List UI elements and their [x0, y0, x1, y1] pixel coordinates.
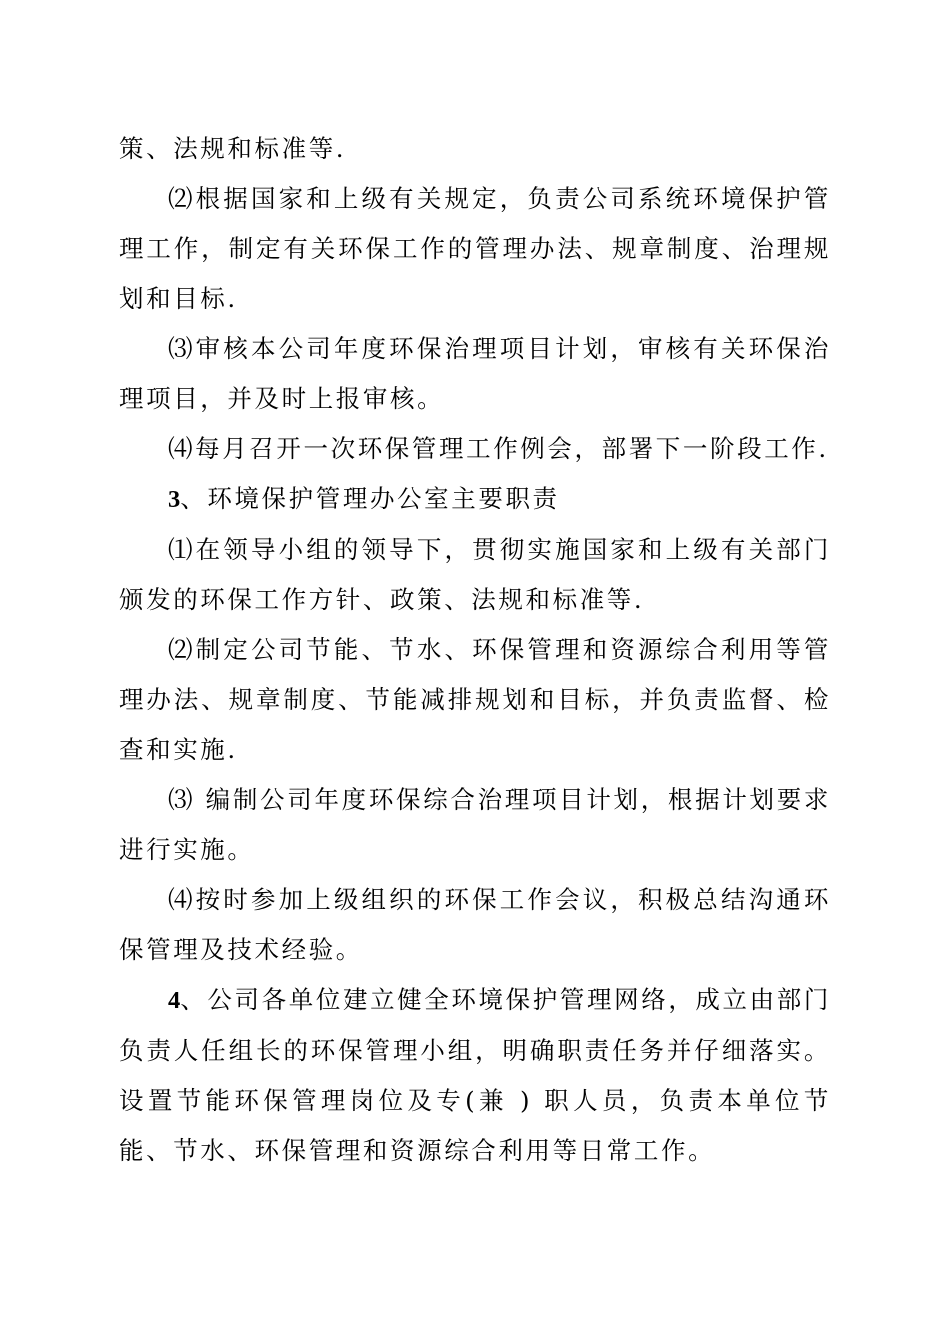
section-number: 3	[168, 486, 181, 513]
paragraph-item-3: ⑶审核本公司年度环保治理项目计划，审核有关环保治理项目，并及时上报审核。	[119, 334, 831, 413]
paragraph-item-2b: ⑵制定公司节能、节水、环保管理和资源综合利用等管理办法、规章制度、节能减排规划和目标，并负责监督、检查和实施.	[119, 635, 831, 764]
paragraph-item-2: ⑵根据国家和上级有关规定，负责公司系统环境保护管理工作，制定有关环保工作的管理办法、规章制度、治理规划和目标.	[119, 184, 831, 313]
paragraph-item-1: ⑴在领导小组的领导下，贯彻实施国家和上级有关部门颁发的环保工作方针、政策、法规和标准等.	[119, 535, 831, 614]
paragraph-item-4: ⑷每月召开一次环保管理工作例会，部署下一阶段工作.	[168, 434, 829, 463]
document-body	[119, 124, 831, 1176]
section-heading-text: 、环境保护管理办公室主要职责	[180, 484, 560, 513]
paragraph-item-4b: ⑷按时参加上级组织的环保工作会议，积极总结沟通环保管理及技术经验。	[119, 885, 831, 964]
paragraph-item-3b: ⑶ 编制公司年度环保综合治理项目计划，根据计划要求进行实施。	[119, 785, 831, 864]
section-number: 4	[168, 987, 181, 1014]
section-paragraph-text: 、公司各单位建立健全环境保护管理网络，成立由部门负责人任组长的环保管理小组，明确职责任务并仔细落实。设置节能环保管理岗位及专(兼 ) 职人员，负责本单位节能、节水、环保管理和资源综合利用等日常工作。	[119, 985, 831, 1165]
section-paragraph-4	[119, 975, 831, 1176]
section-heading-3	[119, 474, 831, 525]
paragraph-continuation: 策、法规和标准等.	[119, 134, 347, 163]
